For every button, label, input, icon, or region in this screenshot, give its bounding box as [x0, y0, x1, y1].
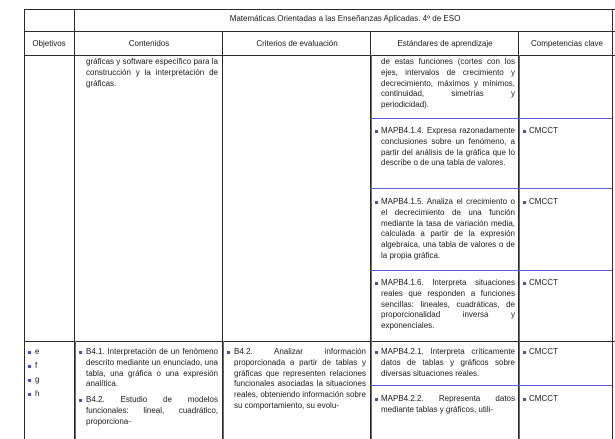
table-rule: [24, 341, 615, 342]
cell-rule: [371, 55, 372, 439]
bullet: [79, 399, 82, 402]
standard-text: MAPB4.1.4. Expresa razonadamente conclusiones sobre un fenómeno, a partir del análisis de la gráfica que lo describe o de una tabla de valores.: [381, 126, 515, 168]
estandar-continued: de estas funciones (cortes con los ejes, intervalos de crecimiento y decrecimiento, máximos y mínimos, continuidad, simetrías y periodicidad).: [381, 57, 515, 110]
standard-text: MAPB4.2.1. Interpreta críticamente datos de tablas y gráficos sobre diversas situaciones reales.: [381, 347, 515, 378]
bullet: [375, 351, 378, 354]
bullet: [375, 282, 378, 285]
objetivo-item: h: [35, 389, 40, 398]
objetivo-item: g: [35, 375, 40, 384]
table-title: Matemáticas Orientadas a las Enseñanzas Aplicadas. 4º de ESO: [229, 14, 461, 23]
cell-rule: [223, 341, 224, 439]
table-rule: [24, 9, 25, 439]
bullet: [523, 130, 526, 133]
header-objetivos: Objetivos: [32, 39, 66, 48]
criterio-text: B4.2. Analizar información proporcionada a partir de tablas y gráficas que representen relaciones funcionales asociadas la situaciones reales, obteniendo información sobre su comportamiento, su evolu-: [234, 347, 366, 410]
objetivo-item: e: [35, 347, 40, 356]
bullet: [375, 130, 378, 133]
contenidos-continued: gráficas y software específico para la construcción y la interpretación de gráficas.: [86, 57, 218, 88]
bullet: [28, 351, 31, 354]
cell-rule: [370, 270, 612, 271]
competencia-value: CMCCT: [529, 126, 558, 135]
header-competencias: Competencias clave: [530, 39, 604, 48]
standard-text: MAPB4.1.5. Analiza el crecimiento o el decrecimiento de una función mediante la tasa de variación media, calculada a partir de la expresión algebraica, una tabla de valores o de la propia gráfica.: [381, 197, 515, 260]
bullet: [523, 351, 526, 354]
header-estandares: Estándares de aprendizaje: [397, 39, 493, 48]
header-criterios: Criterios de evaluación: [256, 39, 338, 48]
bullet: [227, 351, 230, 354]
standard-text: MAPB4.1.6. Interpreta situaciones reales que responden a funciones sencillas: lineales, cuadráticas, de proporcionalidad inversa y exponenciales.: [381, 278, 515, 331]
standard-text: MAPB4.2.2. Representa datos mediante tablas y gráficos, utili-: [381, 394, 515, 414]
competencia-value: CMCCT: [529, 347, 558, 356]
bullet: [523, 201, 526, 204]
cell-rule: [519, 55, 520, 439]
bullet: [375, 398, 378, 401]
bullet: [28, 393, 31, 396]
table-rule: [24, 55, 615, 56]
bullet: [375, 201, 378, 204]
competencia-value: CMCCT: [529, 197, 558, 206]
cell-rule: [370, 385, 612, 386]
bullet: [523, 398, 526, 401]
cell-rule: [75, 341, 76, 439]
objetivo-item: f: [35, 361, 38, 370]
table-rule: [24, 9, 615, 10]
header-contenidos: Contenidos: [128, 39, 170, 48]
table-rule: [24, 31, 615, 32]
competencia-value: CMCCT: [529, 278, 558, 287]
bullet: [79, 351, 82, 354]
cell-rule: [370, 118, 612, 119]
bullet: [28, 365, 31, 368]
bullet: [28, 379, 31, 382]
contenido-text: B4.1. Interpretación de un fenómeno descrito mediante un enunciado, una tabla, una gráfica o una expresión analítica.: [86, 347, 218, 389]
table-rule: [612, 9, 613, 439]
competencia-value: CMCCT: [529, 394, 558, 403]
bullet: [523, 282, 526, 285]
cell-rule: [370, 188, 612, 189]
contenido-text: B4.2. Estudio de modelos funcionales: lineal, cuadrático, proporciona-: [86, 395, 218, 426]
